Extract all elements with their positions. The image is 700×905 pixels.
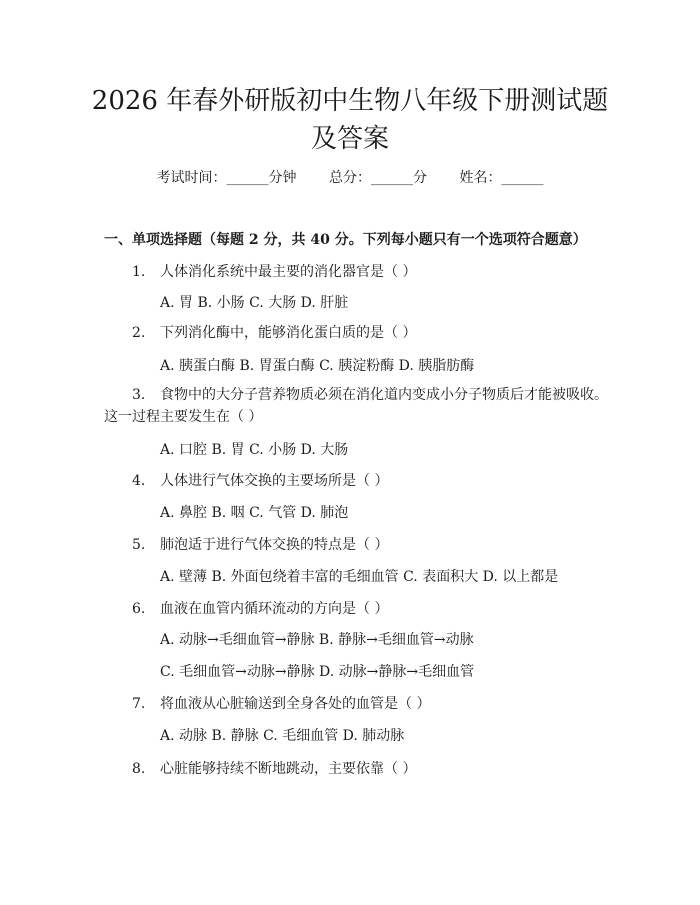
- question-6-options-line-1: A. 动脉→毛细血管→静脉 B. 静脉→毛细血管→动脉: [160, 632, 474, 648]
- question-number: 2.: [132, 325, 146, 341]
- total-score-label: 总分：______分: [329, 170, 427, 186]
- question-text: 心脏能够持续不断地跳动，主要依靠（ ）: [160, 761, 417, 777]
- question-4-options: A. 鼻腔 B. 咽 C. 气管 D. 肺泡: [160, 505, 349, 521]
- section-heading-single-choice: 一、单项选择题（每题 2 分，共 40 分。下列每小题只有一个选项符合题意）: [104, 232, 587, 248]
- exam-meta: [0, 168, 700, 188]
- question-number: 3.: [132, 387, 146, 403]
- question-4: [104, 470, 604, 492]
- question-number: 8.: [132, 761, 146, 777]
- question-text: 人体进行气体交换的主要场所是（ ）: [160, 473, 389, 489]
- question-text: 血液在血管内循环流动的方向是（ ）: [160, 601, 389, 617]
- question-number: 4.: [132, 473, 146, 489]
- question-2: [104, 322, 604, 344]
- question-text-continued: 这一过程主要发生在（ ）: [104, 409, 263, 425]
- question-number: 6.: [132, 601, 146, 617]
- question-1: [104, 261, 604, 283]
- question-6-options-line-2: C. 毛细血管→动脉→静脉 D. 动脉→静脉→毛细血管: [160, 664, 475, 680]
- question-6: [104, 598, 604, 620]
- question-5: [104, 534, 604, 556]
- title-line-1: 2026 年春外研版初中生物八年级下册测试题: [91, 86, 609, 116]
- question-number: 7.: [132, 696, 146, 712]
- question-1-options: A. 胃 B. 小肠 C. 大肠 D. 肝脏: [160, 295, 349, 311]
- question-2-options: A. 胰蛋白酶 B. 胃蛋白酶 C. 胰淀粉酶 D. 胰脂肪酶: [160, 358, 475, 374]
- question-8: [104, 758, 604, 780]
- question-7: [104, 693, 604, 715]
- question-text: 人体消化系统中最主要的消化器官是（ ）: [160, 264, 417, 280]
- question-number: 1.: [132, 264, 146, 280]
- document-title: [60, 82, 640, 158]
- question-text: 将血液从心脏输送到全身各处的血管是（ ）: [160, 696, 431, 712]
- question-5-options: A. 壁薄 B. 外面包绕着丰富的毛细血管 C. 表面积大 D. 以上都是: [160, 569, 559, 585]
- question-3: [104, 384, 624, 428]
- question-text: 肺泡适于进行气体交换的特点是（ ）: [160, 537, 389, 553]
- exam-time-label: 考试时间：______分钟: [156, 170, 297, 186]
- question-7-options: A. 动脉 B. 静脉 C. 毛细血管 D. 肺动脉: [160, 728, 405, 744]
- title-line-2: 及答案: [310, 124, 389, 154]
- student-name-label: 姓名：______: [459, 170, 544, 186]
- question-number: 5.: [132, 537, 146, 553]
- question-text: 下列消化酶中，能够消化蛋白质的是（ ）: [160, 325, 417, 341]
- question-3-options: A. 口腔 B. 胃 C. 小肠 D. 大肠: [160, 442, 349, 458]
- question-text: 食物中的大分子营养物质必须在消化道内变成小分子物质后才能被吸收。: [160, 387, 608, 403]
